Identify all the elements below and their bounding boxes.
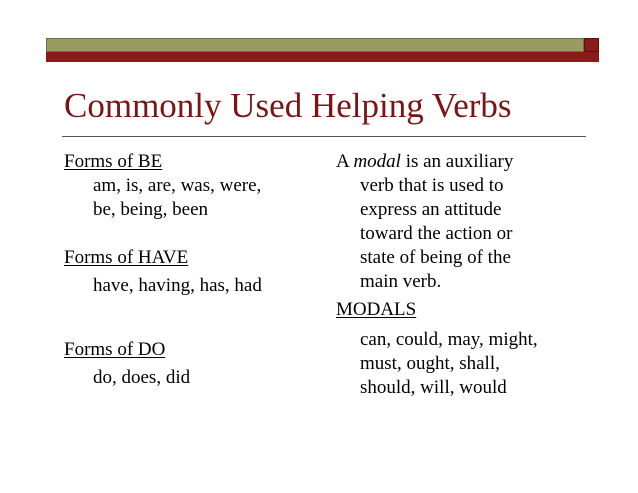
forms-of-be-line-2: be, being, been (93, 199, 209, 220)
modal-definition-line-1 (336, 150, 586, 174)
spacer (64, 298, 314, 338)
spacer (64, 222, 314, 246)
forms-of-be-heading: Forms of BE (64, 151, 163, 172)
header-corner-square (584, 38, 599, 52)
modal-definition-line-1-rest: is an auxiliary (400, 151, 514, 172)
forms-of-do-heading: Forms of DO (64, 339, 166, 360)
forms-of-have-heading: Forms of HAVE (64, 247, 189, 268)
modal-definition-line-6: main verb. (360, 271, 442, 292)
forms-of-be-line-1: am, is, are, was, were, (93, 175, 262, 196)
modal-definition-line-5: state of being of the (360, 247, 511, 268)
header-bar-olive (46, 38, 584, 52)
modals-line-3: should, will, would (360, 377, 507, 398)
modal-definition-line-2: verb that is used to (360, 175, 504, 196)
header-bar-maroon (46, 52, 599, 62)
modals-line-2: must, ought, shall, (360, 353, 500, 374)
forms-of-have-line-1: have, having, has, had (93, 275, 262, 296)
modal-term: modal (353, 151, 401, 172)
left-column (64, 150, 314, 390)
right-column (336, 150, 586, 400)
modals-heading: MODALS (336, 299, 417, 320)
title-divider (62, 136, 586, 137)
forms-of-do-line-1: do, does, did (93, 367, 191, 388)
modal-definition-line-3: express an attitude (360, 199, 502, 220)
modal-definition-line-4: toward the action or (360, 223, 513, 244)
modal-definition (336, 150, 586, 294)
modal-definition-prefix: A (336, 151, 354, 172)
slide-title: Commonly Used Helping Verbs (64, 86, 512, 125)
modals-line-1: can, could, may, might, (360, 329, 538, 350)
